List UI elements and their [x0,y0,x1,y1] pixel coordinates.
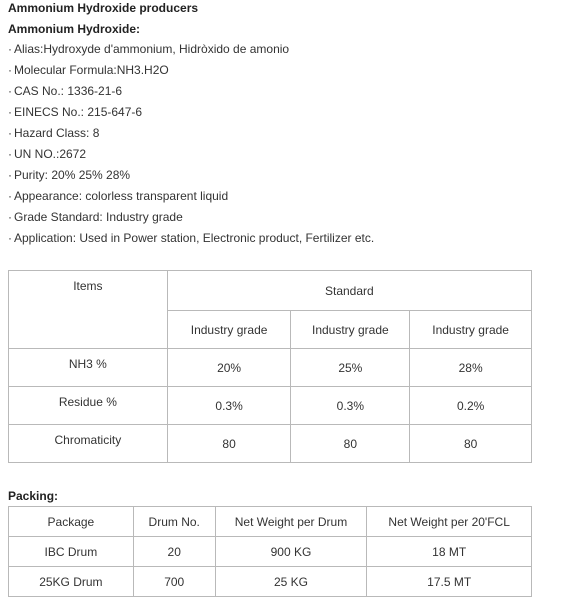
spec-list [8,42,374,252]
value-cell: 80 [291,425,410,463]
table-row [9,349,532,387]
column-header: Net Weight per Drum [215,507,367,537]
package-cell: 25KG Drum [9,567,134,597]
standard-header: Standard [167,271,531,311]
table-header-row [9,507,532,537]
spec-text: Hazard Class: 8 [14,126,100,140]
column-header: Package [9,507,134,537]
grade-cell: Industry grade [410,311,532,349]
spec-text: EINECS No.: 215-647-6 [14,105,143,119]
bullet-icon: · [8,126,12,140]
table-row [9,537,532,567]
bullet-icon: · [8,105,12,119]
column-header: Drum No. [133,507,215,537]
standard-table [8,270,532,463]
value-cell: 0.3% [167,387,291,425]
table-row [9,271,532,311]
spec-item [8,42,374,63]
weight-per-drum-cell: 900 KG [215,537,367,567]
value-cell: 28% [410,349,532,387]
spec-text: UN NO.:2672 [14,147,87,161]
drum-count-cell: 700 [133,567,215,597]
column-header: Net Weight per 20'FCL [367,507,532,537]
table-row [9,387,532,425]
spec-item [8,63,374,84]
spec-item [8,210,374,231]
bullet-icon: · [8,231,12,245]
spec-text: Application: Used in Power station, Electronic product, Fertilizer etc. [14,231,375,245]
bullet-icon: · [8,168,12,182]
item-cell: Residue % [9,387,168,425]
bullet-icon: · [8,147,12,161]
page-title: Ammonium Hydroxide producers [8,1,199,15]
spec-text: Molecular Formula:NH3.H2O [14,63,169,77]
spec-text: CAS No.: 1336-21-6 [14,84,123,98]
spec-item [8,147,374,168]
packing-table [8,506,532,597]
spec-item [8,126,374,147]
item-cell: NH3 % [9,349,168,387]
product-subtitle: Ammonium Hydroxide: [8,22,141,36]
spec-item [8,168,374,189]
value-cell: 80 [167,425,291,463]
spec-text: Purity: 20% 25% 28% [14,168,131,182]
bullet-icon: · [8,210,12,224]
grade-cell: Industry grade [291,311,410,349]
packing-heading: Packing: [8,489,59,503]
item-cell: Chromaticity [9,425,168,463]
value-cell: 25% [291,349,410,387]
weight-per-fcl-cell: 17.5 MT [367,567,532,597]
bullet-icon: · [8,42,12,56]
bullet-icon: · [8,189,12,203]
spec-text: Appearance: colorless transparent liquid [14,189,229,203]
drum-count-cell: 20 [133,537,215,567]
package-cell: IBC Drum [9,537,134,567]
spec-text: Grade Standard: Industry grade [14,210,183,224]
items-header: Items [9,271,168,349]
spec-item [8,105,374,126]
value-cell: 0.3% [291,387,410,425]
spec-text: Alias:Hydroxyde d'ammonium, Hidròxido de amonio [14,42,290,56]
spec-item [8,189,374,210]
spec-item [8,84,374,105]
value-cell: 80 [410,425,532,463]
grade-cell: Industry grade [167,311,291,349]
table-row [9,567,532,597]
weight-per-drum-cell: 25 KG [215,567,367,597]
bullet-icon: · [8,84,12,98]
weight-per-fcl-cell: 18 MT [367,537,532,567]
table-row [9,425,532,463]
value-cell: 20% [167,349,291,387]
bullet-icon: · [8,63,12,77]
spec-item [8,231,374,252]
value-cell: 0.2% [410,387,532,425]
